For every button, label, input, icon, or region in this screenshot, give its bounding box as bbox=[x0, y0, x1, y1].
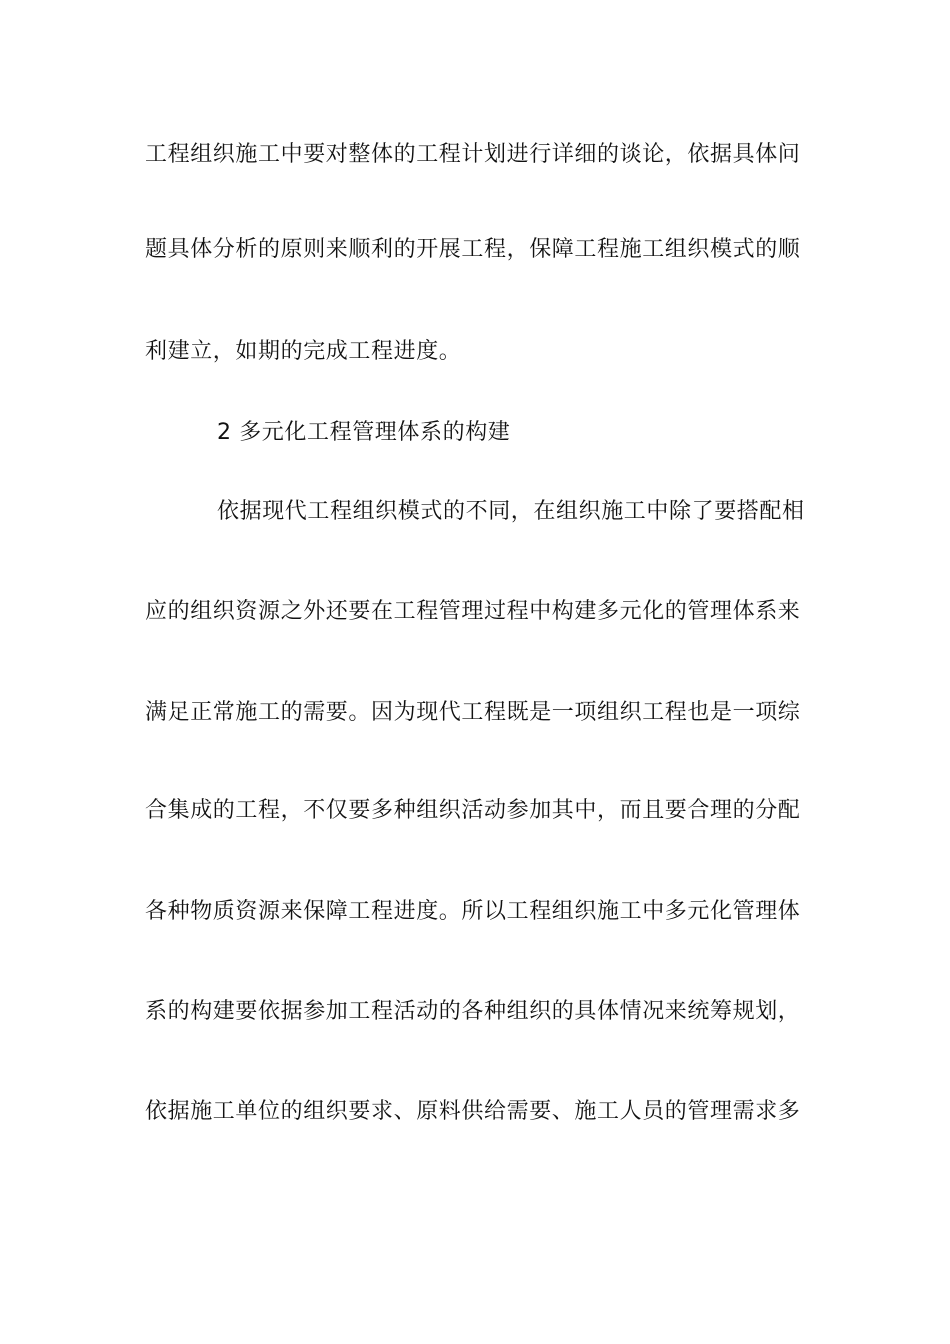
paragraph-2-line-2: 应的组织资源之外还要在工程管理过程中构建多元化的管理体系来 bbox=[145, 599, 801, 624]
paragraph-1-line-2: 题具体分析的原则来顺利的开展工程，保障工程施工组织模式的顺 bbox=[145, 237, 801, 262]
paragraph-2-line-7: 依据施工单位的组织要求、原料供给需要、施工人员的管理需求多 bbox=[145, 1099, 801, 1124]
paragraph-2-line-5: 各种物质资源来保障工程进度。所以工程组织施工中多元化管理体 bbox=[145, 899, 801, 924]
paragraph-2-line-1: 依据现代工程组织模式的不同，在组织施工中除了要搭配相 bbox=[217, 499, 805, 524]
paragraph-1-line-1: 工程组织施工中要对整体的工程计划进行详细的谈论，依据具体问 bbox=[145, 142, 801, 167]
paragraph-2-line-6: 系的构建要依据参加工程活动的各种组织的具体情况来统筹规划， bbox=[145, 999, 801, 1024]
paragraph-2-line-4: 合集成的工程，不仅要多种组织活动参加其中，而且要合理的分配 bbox=[145, 798, 801, 823]
section-heading: 2 多元化工程管理体系的构建 bbox=[217, 420, 511, 445]
paragraph-2-line-3: 满足正常施工的需要。因为现代工程既是一项组织工程也是一项综 bbox=[145, 700, 801, 725]
paragraph-1-line-3: 利建立，如期的完成工程进度。 bbox=[145, 339, 462, 364]
